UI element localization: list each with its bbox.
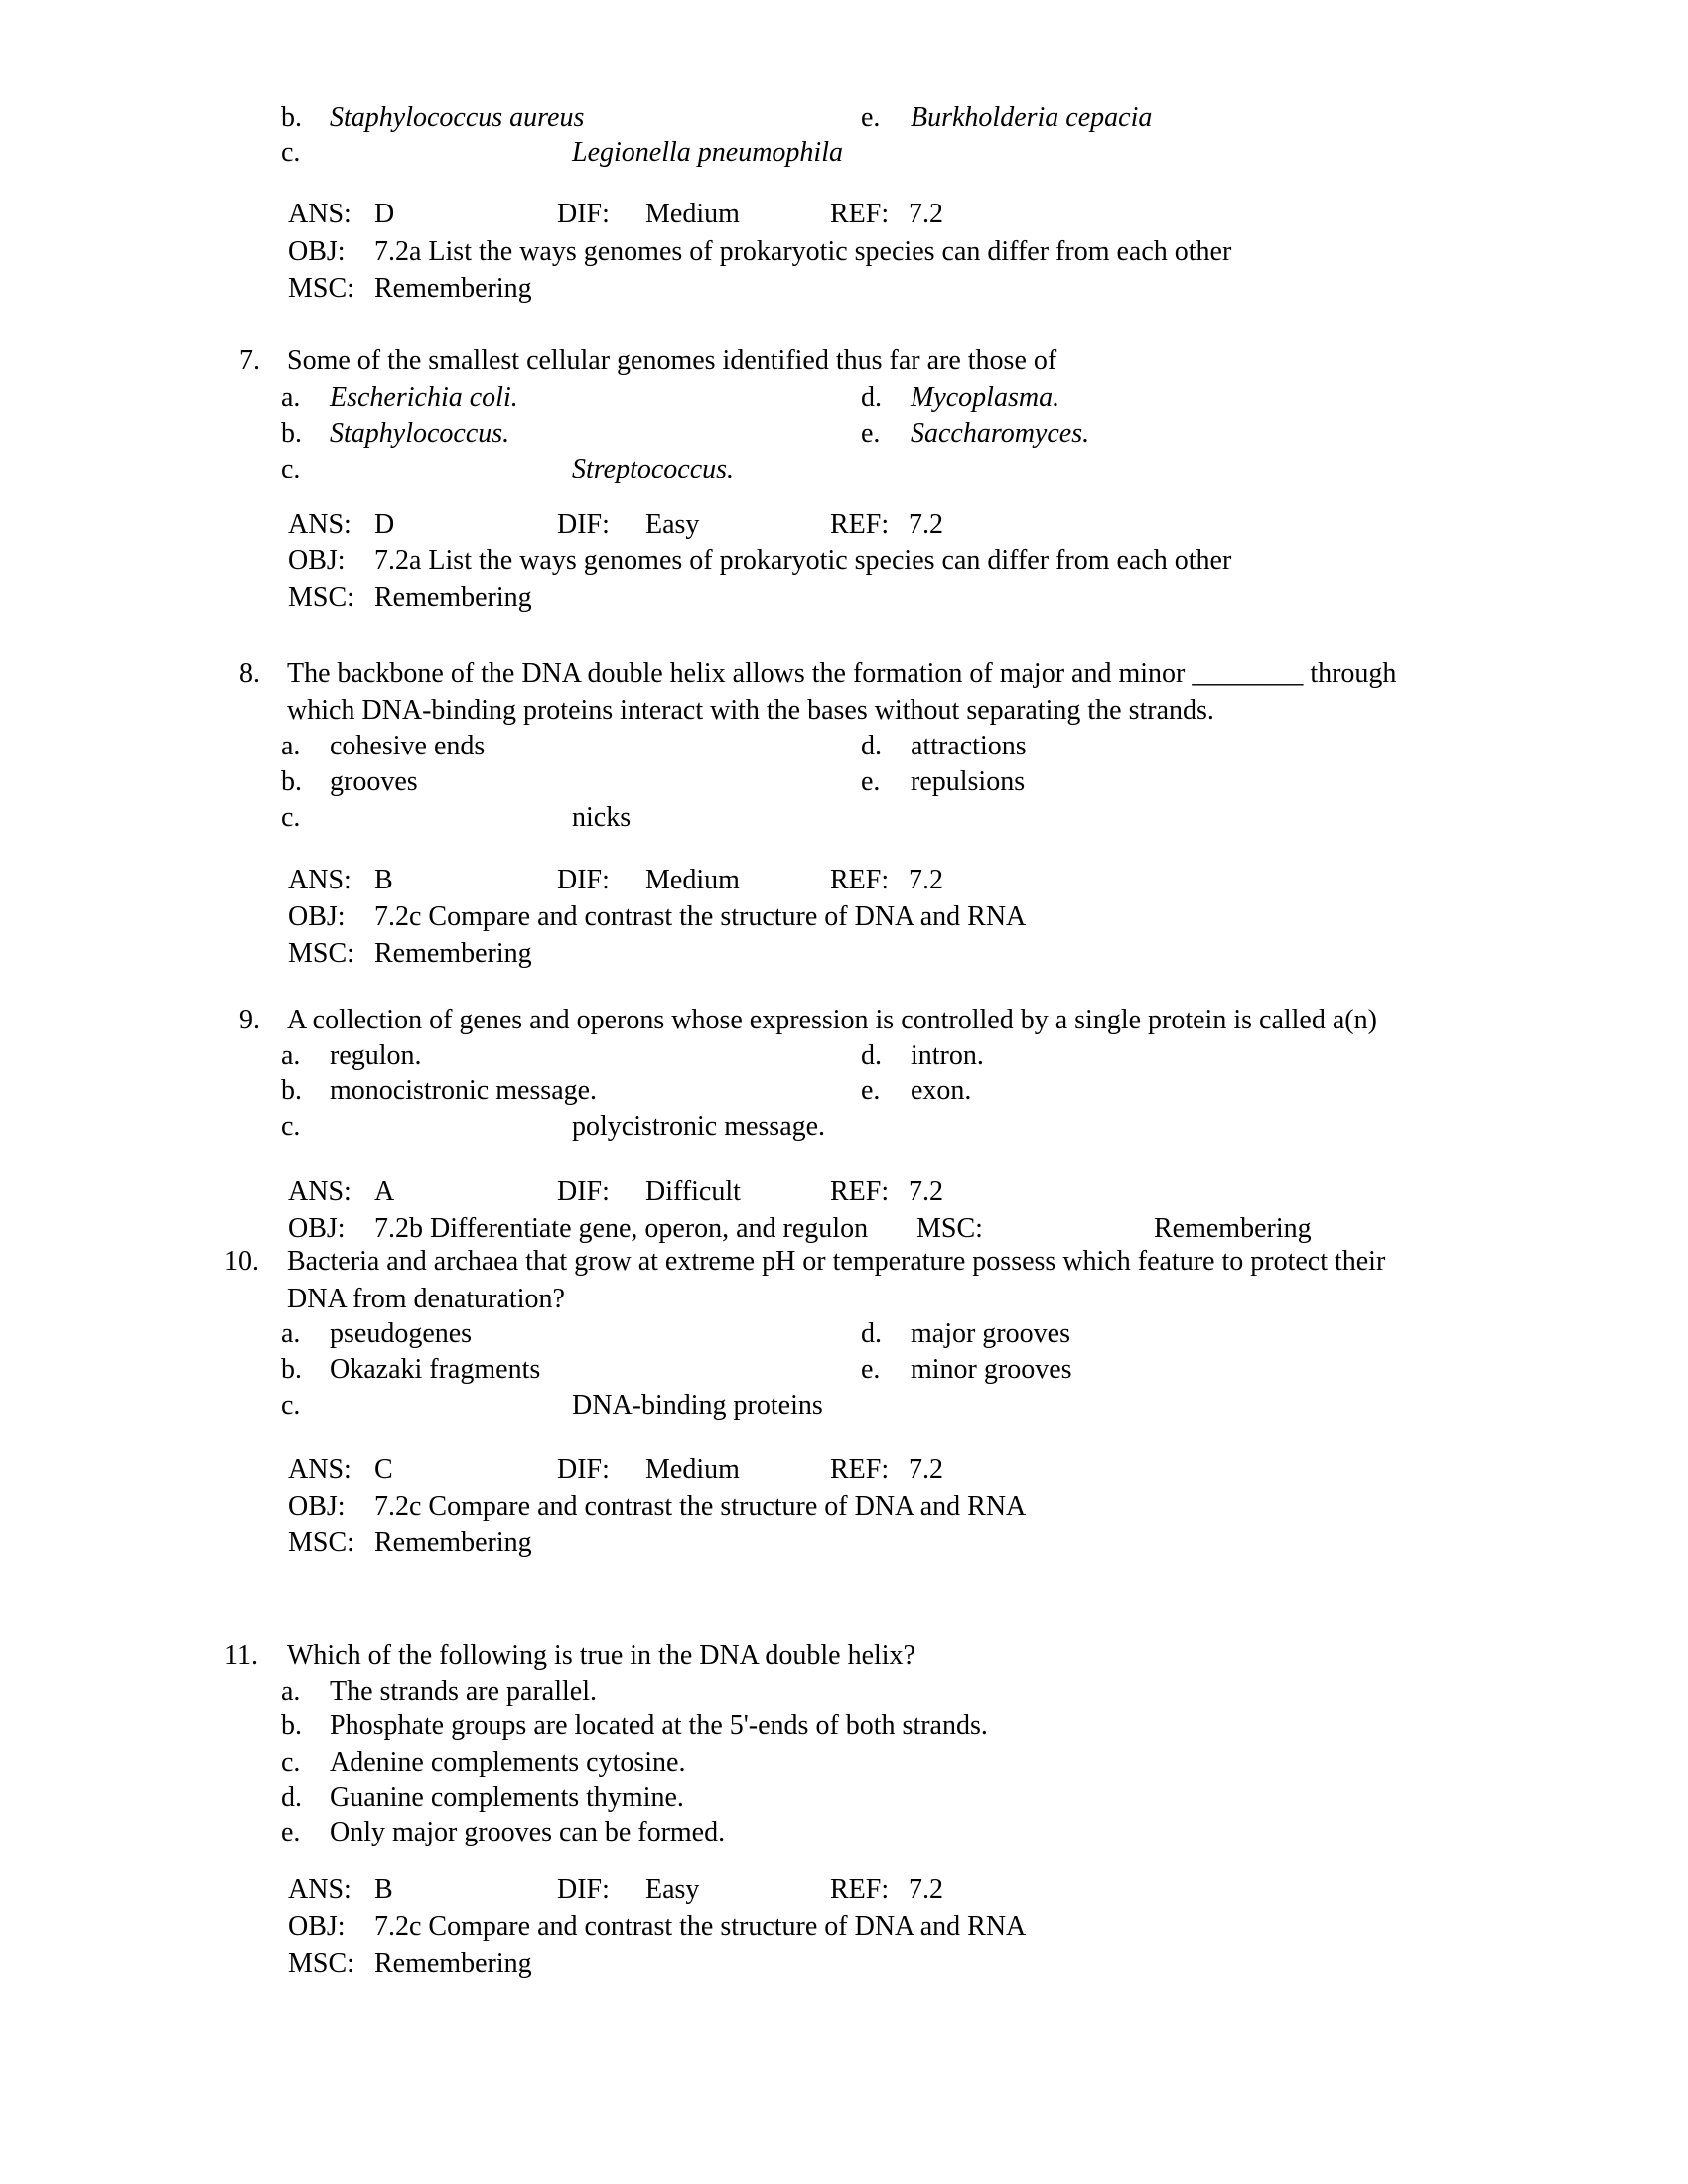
option-text: DNA-binding proteins xyxy=(572,1390,823,1421)
option-letter: d. xyxy=(861,1318,882,1349)
msc-value: Remembering xyxy=(374,582,532,613)
option-letter: d. xyxy=(861,1040,882,1071)
ans-value: B xyxy=(374,865,393,895)
question-stem: Bacteria and archaea that grow at extreme pH or temperature possess which feature to protect their xyxy=(287,1246,1386,1277)
option-text: Escherichia coli. xyxy=(330,382,518,413)
obj-label: OBJ: xyxy=(288,1911,346,1942)
option-text: Staphylococcus aureus xyxy=(330,102,585,133)
dif-value: Easy xyxy=(645,1874,700,1905)
option-text: Guanine complements thymine. xyxy=(330,1782,684,1813)
ans-label: ANS: xyxy=(288,1874,352,1905)
question-stem-cont: which DNA-binding proteins interact with the bases without separating the strands. xyxy=(287,695,1214,726)
option-letter: c. xyxy=(281,454,301,484)
ref-label: REF: xyxy=(830,1454,890,1485)
option-text: The strands are parallel. xyxy=(330,1676,597,1706)
option-text: exon. xyxy=(911,1075,972,1106)
question-stem-cont: DNA from denaturation? xyxy=(287,1284,565,1314)
ref-value: 7.2 xyxy=(909,1176,943,1207)
option-text: intron. xyxy=(911,1040,984,1071)
ref-label: REF: xyxy=(830,1874,890,1905)
dif-label: DIF: xyxy=(557,1874,610,1905)
ref-value: 7.2 xyxy=(909,509,943,540)
obj-value: 7.2c Compare and contrast the structure of DNA and RNA xyxy=(374,901,1027,932)
obj-value: 7.2a List the ways genomes of prokaryotic species can differ from each other xyxy=(374,545,1232,576)
question-stem: A collection of genes and operons whose expression is controlled by a single protein is called a(n) xyxy=(287,1005,1377,1035)
dif-label: DIF: xyxy=(557,199,610,229)
option-letter: b. xyxy=(281,102,302,133)
option-letter: b. xyxy=(281,1075,302,1106)
ans-value: A xyxy=(374,1176,395,1207)
ans-value: D xyxy=(374,509,395,540)
ans-label: ANS: xyxy=(288,509,352,540)
option-letter: d. xyxy=(861,731,882,761)
dif-label: DIF: xyxy=(557,1176,610,1207)
obj-label: OBJ: xyxy=(288,236,346,267)
option-text: monocistronic message. xyxy=(330,1075,598,1106)
option-letter: d. xyxy=(281,1782,302,1813)
option-text: Saccharomyces. xyxy=(911,418,1090,449)
option-letter: e. xyxy=(861,1075,881,1106)
option-text: pseudogenes xyxy=(330,1318,473,1349)
msc-value: Remembering xyxy=(374,273,532,304)
option-letter: c. xyxy=(281,1747,301,1778)
question-number: 7. xyxy=(239,345,260,376)
option-text: major grooves xyxy=(911,1318,1070,1349)
option-letter: a. xyxy=(281,382,301,413)
msc-label: MSC: xyxy=(288,1948,354,1979)
option-text: Streptococcus. xyxy=(572,454,735,484)
option-letter: a. xyxy=(281,1318,301,1349)
dif-value: Medium xyxy=(645,865,740,895)
ref-value: 7.2 xyxy=(909,199,943,229)
option-letter: b. xyxy=(281,1354,302,1385)
option-letter: a. xyxy=(281,1676,301,1706)
msc-label: MSC: xyxy=(288,1527,354,1558)
question-stem: The backbone of the DNA double helix allows the formation of major and minor ________ through xyxy=(287,658,1397,689)
option-letter: a. xyxy=(281,1040,301,1071)
option-text: grooves xyxy=(330,766,418,797)
ans-label: ANS: xyxy=(288,1176,352,1207)
ref-value: 7.2 xyxy=(909,865,943,895)
option-text: Mycoplasma. xyxy=(911,382,1060,413)
question-number: 8. xyxy=(239,658,260,689)
question-number: 11. xyxy=(224,1640,258,1671)
msc-value: Remembering xyxy=(1154,1213,1312,1244)
option-letter: c. xyxy=(281,1111,301,1142)
option-letter: c. xyxy=(281,1390,301,1421)
option-text: attractions xyxy=(911,731,1027,761)
option-letter: c. xyxy=(281,137,301,168)
obj-label: OBJ: xyxy=(288,1491,346,1522)
option-letter: e. xyxy=(861,766,881,797)
ans-label: ANS: xyxy=(288,865,352,895)
option-text: Only major grooves can be formed. xyxy=(330,1817,726,1847)
ans-label: ANS: xyxy=(288,199,352,229)
ref-label: REF: xyxy=(830,865,890,895)
option-text: nicks xyxy=(572,802,632,833)
dif-label: DIF: xyxy=(557,1454,610,1485)
msc-label: MSC: xyxy=(916,1213,983,1244)
obj-label: OBJ: xyxy=(288,545,346,576)
dif-value: Medium xyxy=(645,1454,740,1485)
obj-label: OBJ: xyxy=(288,1213,346,1244)
obj-value: 7.2c Compare and contrast the structure of DNA and RNA xyxy=(374,1911,1027,1942)
option-letter: b. xyxy=(281,766,302,797)
obj-value: 7.2a List the ways genomes of prokaryotic species can differ from each other xyxy=(374,236,1232,267)
dif-value: Easy xyxy=(645,509,700,540)
option-text: Okazaki fragments xyxy=(330,1354,541,1385)
obj-label: OBJ: xyxy=(288,901,346,932)
dif-value: Medium xyxy=(645,199,740,229)
question-stem: Which of the following is true in the DNA double helix? xyxy=(287,1640,915,1671)
msc-value: Remembering xyxy=(374,1948,532,1979)
msc-label: MSC: xyxy=(288,273,354,304)
ref-label: REF: xyxy=(830,199,890,229)
option-letter: e. xyxy=(861,102,881,133)
option-letter: e. xyxy=(281,1817,301,1847)
option-text: repulsions xyxy=(911,766,1026,797)
question-stem: Some of the smallest cellular genomes identified thus far are those of xyxy=(287,345,1057,376)
option-text: Legionella pneumophila xyxy=(572,137,843,168)
dif-value: Difficult xyxy=(645,1176,741,1207)
obj-value: 7.2c Compare and contrast the structure of DNA and RNA xyxy=(374,1491,1027,1522)
ref-label: REF: xyxy=(830,1176,890,1207)
obj-value: 7.2b Differentiate gene, operon, and regulon xyxy=(374,1213,869,1244)
msc-label: MSC: xyxy=(288,582,354,613)
msc-value: Remembering xyxy=(374,938,532,969)
option-letter: b. xyxy=(281,418,302,449)
dif-label: DIF: xyxy=(557,509,610,540)
msc-value: Remembering xyxy=(374,1527,532,1558)
option-text: Staphylococcus. xyxy=(330,418,510,449)
option-text: polycistronic message. xyxy=(572,1111,826,1142)
option-letter: d. xyxy=(861,382,882,413)
ans-value: B xyxy=(374,1874,393,1905)
ans-label: ANS: xyxy=(288,1454,352,1485)
option-text: regulon. xyxy=(330,1040,422,1071)
option-letter: e. xyxy=(861,1354,881,1385)
option-letter: b. xyxy=(281,1710,302,1741)
msc-label: MSC: xyxy=(288,938,354,969)
ref-label: REF: xyxy=(830,509,890,540)
option-letter: a. xyxy=(281,731,301,761)
option-text: Phosphate groups are located at the 5'-ends of both strands. xyxy=(330,1710,988,1741)
option-letter: c. xyxy=(281,802,301,833)
ref-value: 7.2 xyxy=(909,1874,943,1905)
question-number: 9. xyxy=(239,1005,260,1035)
ref-value: 7.2 xyxy=(909,1454,943,1485)
dif-label: DIF: xyxy=(557,865,610,895)
option-text: Burkholderia cepacia xyxy=(911,102,1153,133)
question-number: 10. xyxy=(224,1246,259,1277)
ans-value: D xyxy=(374,199,395,229)
option-text: minor grooves xyxy=(911,1354,1072,1385)
option-text: Adenine complements cytosine. xyxy=(330,1747,686,1778)
option-text: cohesive ends xyxy=(330,731,486,761)
ans-value: C xyxy=(374,1454,393,1485)
option-letter: e. xyxy=(861,418,881,449)
